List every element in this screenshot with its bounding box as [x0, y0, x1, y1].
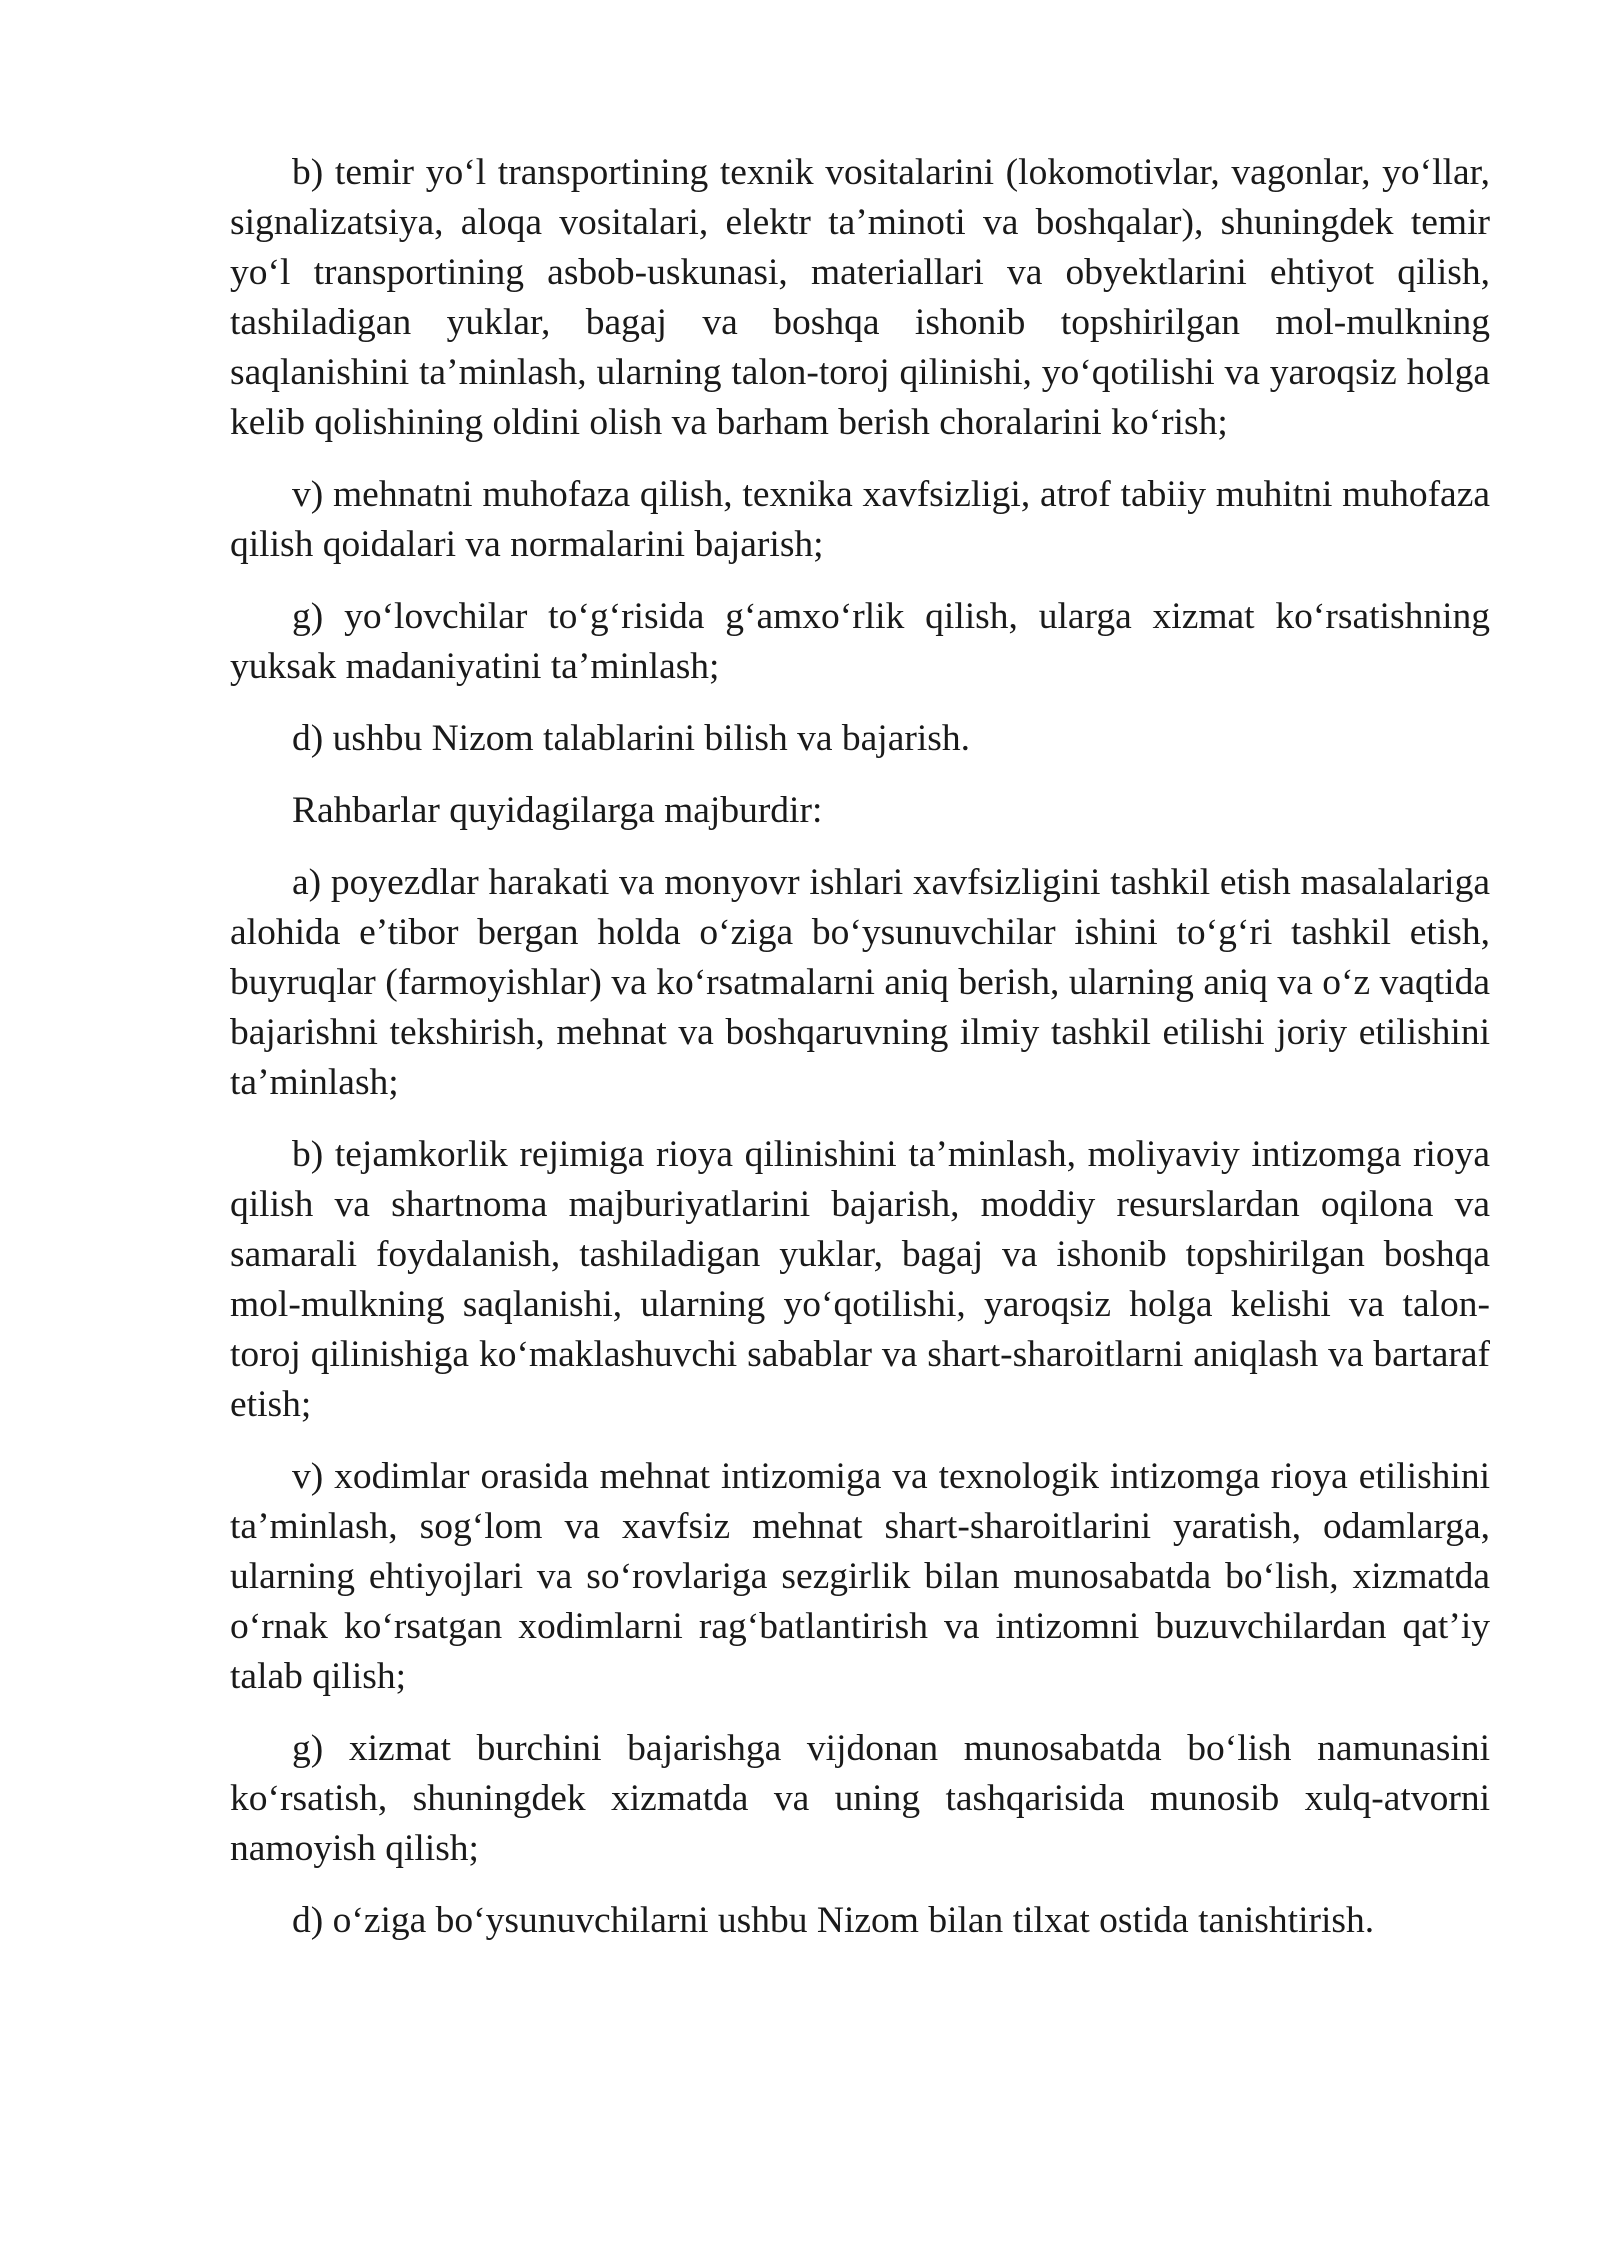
paragraph-v-labor-protection: v) mehnatni muhofaza qilish, texnika xavfsizligi, atrof tabiiy muhitni muhofaza qilish qoidalari va normalarini bajarish;	[230, 474, 1490, 565]
paragraph-d-know-regulations: d) ushbu Nizom talablarini bilish va bajarish.	[292, 718, 970, 759]
paragraph-a-organize-work: a) poyezdlar harakati va monyovr ishlari xavfsizligini tashkil etish masalalariga alohida e’tibor bergan holda o‘ziga bo‘ysunuvchilar ishini to‘g‘ri tashkil etish, buyruqlar (farmoyishlar) va ko‘rsatmalarni aniq berish, ularning aniq va o‘z vaqtida bajarishni tekshirish, mehnat va boshqaruvning ilmiy tashkil etilishi joriy etilishini ta’minlash;	[230, 862, 1490, 1103]
paragraph-d-familiarize-staff: d) o‘ziga bo‘ysunuvchilarni ushbu Nizom bilan tilxat ostida tanishtirish.	[292, 1900, 1375, 1941]
paragraph-b-economy-regime: b) tejamkorlik rejimiga rioya qilinishini ta’minlash, moliyaviy intizomga rioya qilish va shartnoma majburiyatlarini bajarish, moddiy resurslardan oqilona va samarali foydalanish, tashiladigan yuklar, bagaj va ishonib topshirilgan boshqa mol-mulkning saqlanishi, ularning yo‘qotilishi, yaroqsiz holga kelishi va talon-toroj qilinishiga ko‘maklashuvchi sabablar va shart-sharoitlarni aniqlash va bartaraf etish;	[230, 1134, 1490, 1425]
paragraph-g-passenger-care: g) yo‘lovchilar to‘g‘risida g‘amxo‘rlik qilish, ularga xizmat ko‘rsatishning yuksak madaniyatini ta’minlash;	[230, 596, 1490, 687]
paragraph-b-technical-means: b) temir yo‘l transportining texnik vositalarini (lokomotivlar, vagonlar, yo‘llar, signalizatsiya, aloqa vositalari, elektr ta’minoti va boshqalar), shuningdek temir yo‘l transportining asbob-uskunasi, materiallari va obyektlarini ehtiyot qilish, tashiladigan yuklar, bagaj va boshqa ishonib topshirilgan mol-mulkning saqlanishini ta’minlash, ularning talon-toroj qilinishi, yo‘qotilishi va yaroqsiz holga kelib qolishining oldini olish va barham berish choralarini ko‘rish;	[230, 152, 1490, 443]
paragraph-v-discipline: v) xodimlar orasida mehnat intizomiga va texnologik intizomga rioya etilishini ta’minlash, sog‘lom va xavfsiz mehnat shart-sharoitlarini yaratish, odamlarga, ularning ehtiyojlari va so‘rovlariga sezgirlik bilan munosabatda bo‘lish, xizmatda o‘rnak ko‘rsatgan xodimlarni rag‘batlantirish va intizomni buzuvchilardan qat’iy talab qilish;	[230, 1456, 1490, 1697]
paragraph-g-duty-example: g) xizmat burchini bajarishga vijdonan munosabatda bo‘lish namunasini ko‘rsatish, shuningdek xizmatda va uning tashqarisida munosib xulq-atvorni namoyish qilish;	[230, 1728, 1490, 1869]
document-page	[230, 148, 1490, 1968]
paragraph-managers-obligations: Rahbarlar quyidagilarga majburdir:	[292, 790, 823, 831]
